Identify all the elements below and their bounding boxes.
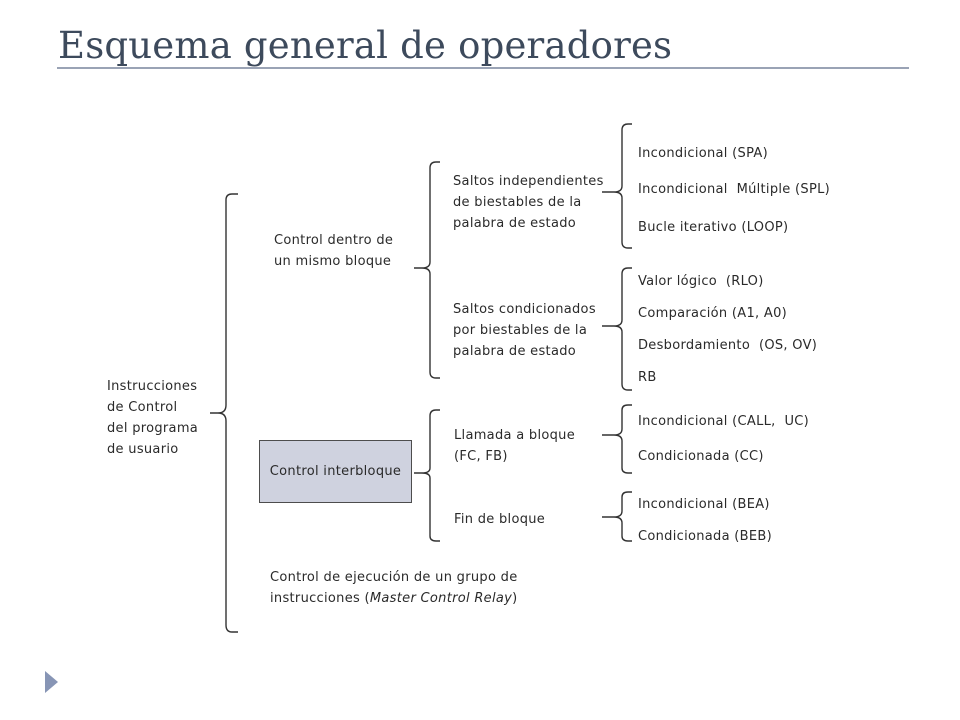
condicionada-beb-label: Condicionada (BEB) [638, 529, 772, 544]
condicionada-cc-label: Condicionada (CC) [638, 449, 764, 464]
control-ejecucion-label [270, 567, 518, 609]
comparacion-label: Comparación (A1, A0) [638, 306, 788, 321]
control-dentro-label: Control dentro de un mismo bloque [274, 233, 394, 269]
valor-logico-label: Valor lógico (RLO) [638, 274, 764, 289]
interbloque-bracket [414, 410, 440, 541]
incondicional-spa-label: Incondicional (SPA) [638, 146, 768, 161]
rb-label: RB [638, 370, 657, 385]
incondicional-call-label: Incondicional (CALL, UC) [638, 414, 810, 429]
llamada-bracket [602, 405, 632, 473]
page-title: Esquema general de operadores [58, 24, 673, 67]
fin-bloque-label: Fin de bloque [454, 512, 546, 527]
control-ejecucion-prefix: Control de ejecución de un grupo de instrucciones ( [270, 570, 518, 606]
root-label: Instrucciones de Control del programa de usuario [107, 379, 199, 457]
control-interbloque-box [259, 440, 412, 503]
triangle-right-icon[interactable] [45, 671, 58, 693]
root-bracket [210, 194, 238, 632]
control-interbloque-label: Control interbloque [269, 464, 402, 479]
saltos-condicionados-bracket [602, 268, 632, 390]
saltos-condicionados-label: Saltos condicionados por biestables de la palabra de estado [453, 302, 596, 359]
control-ejecucion-suffix: ) [512, 591, 518, 606]
saltos-independientes-bracket [602, 124, 632, 248]
bucle-loop-label: Bucle iterativo (LOOP) [638, 220, 789, 235]
llamada-bloque-label: Llamada a bloque (FC, FB) [454, 428, 576, 464]
incondicional-bea-label: Incondicional (BEA) [638, 497, 770, 512]
saltos-independientes-label: Saltos independientes de biestables de la palabra de estado [453, 174, 604, 231]
control-dentro-bracket [414, 162, 440, 378]
incondicional-spl-label: Incondicional Múltiple (SPL) [638, 182, 831, 197]
control-ejecucion-italic: Master Control Relay [369, 591, 513, 606]
fin-bloque-bracket [602, 492, 632, 541]
desbordamiento-label: Desbordamiento (OS, OV) [638, 338, 818, 353]
